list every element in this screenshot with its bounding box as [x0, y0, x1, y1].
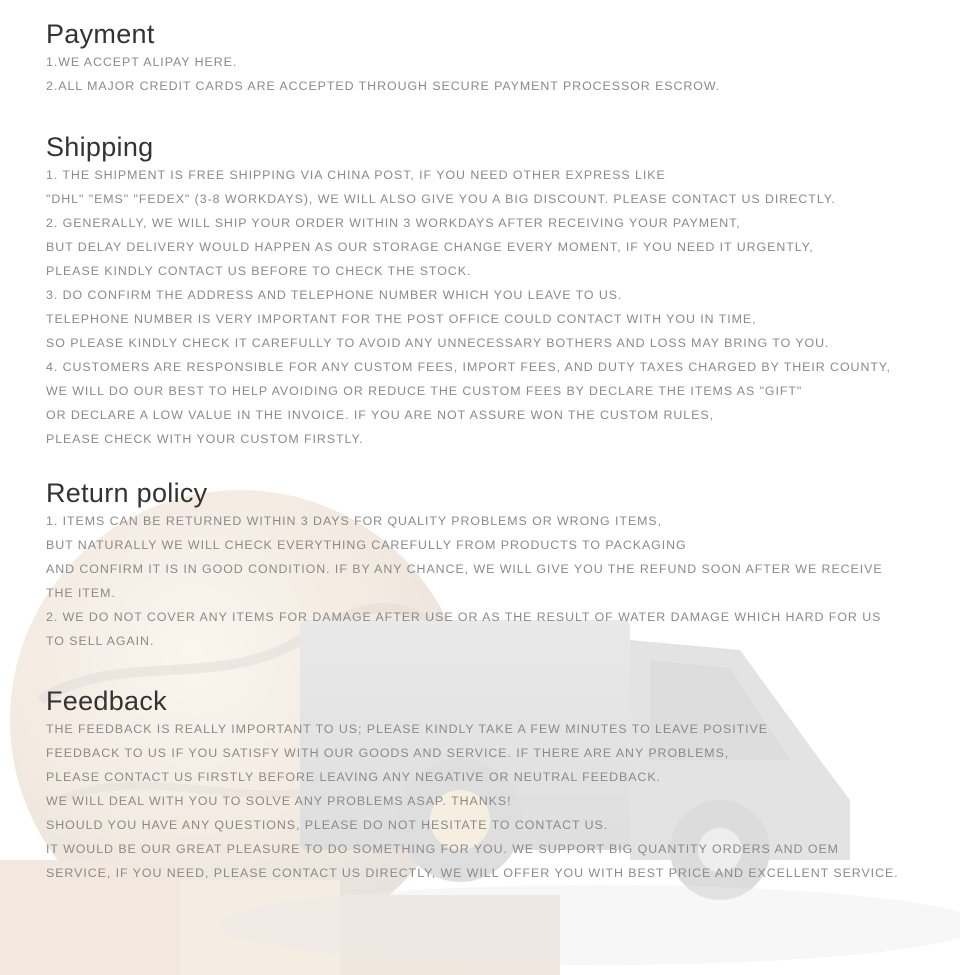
shipping-line: PLEASE CHECK WITH YOUR CUSTOM FIRSTLY. [46, 432, 364, 446]
feedback-section [46, 685, 951, 885]
feedback-line: PLEASE CONTACT US FIRSTLY BEFORE LEAVING ANY NEGATIVE OR NEUTRAL FEEDBACK. [46, 770, 661, 784]
return-policy-line: 2. WE DO NOT COVER ANY ITEMS FOR DAMAGE AFTER USE OR AS THE RESULT OF WATER DAMAGE WHICH HARD FOR US [46, 610, 882, 624]
feedback-heading: Feedback [46, 686, 167, 716]
return-policy-section [46, 477, 951, 653]
feedback-line: SERVICE, IF YOU NEED, PLEASE CONTACT US DIRECTLY, WE WILL OFFER YOU WITH BEST PRICE AND EXCELLENT SERVICE. [46, 866, 899, 880]
shipping-line: WE WILL DO OUR BEST TO HELP AVOIDING OR REDUCE THE CUSTOM FEES BY DECLARE THE ITEMS AS "GIFT" [46, 384, 803, 398]
shipping-heading: Shipping [46, 132, 154, 162]
shipping-line: OR DECLARE A LOW VALUE IN THE INVOICE. IF YOU ARE NOT ASSURE WON THE CUSTOM RULES, [46, 408, 714, 422]
shipping-line: PLEASE KINDLY CONTACT US BEFORE TO CHECK THE STOCK. [46, 264, 472, 278]
return-policy-line: THE ITEM. [46, 586, 116, 600]
feedback-line: IT WOULD BE OUR GREAT PLEASURE TO DO SOMETHING FOR YOU. WE SUPPORT BIG QUANTITY ORDERS AND OEM [46, 842, 839, 856]
feedback-line: SHOULD YOU HAVE ANY QUESTIONS, PLEASE DO NOT HESITATE TO CONTACT US. [46, 818, 609, 832]
return-policy-line: 1. ITEMS CAN BE RETURNED WITHIN 3 DAYS FOR QUALITY PROBLEMS OR WRONG ITEMS, [46, 514, 663, 528]
feedback-line: THE FEEDBACK IS REALLY IMPORTANT TO US; PLEASE KINDLY TAKE A FEW MINUTES TO LEAVE POSITIVE [46, 722, 768, 736]
shipping-line: 2. GENERALLY, WE WILL SHIP YOUR ORDER WITHIN 3 WORKDAYS AFTER RECEIVING YOUR PAYMENT, [46, 216, 741, 230]
feedback-line: WE WILL DEAL WITH YOU TO SOLVE ANY PROBLEMS ASAP. THANKS! [46, 794, 512, 808]
shipping-line: BUT DELAY DELIVERY WOULD HAPPEN AS OUR STORAGE CHANGE EVERY MOMENT, IF YOU NEED IT URGENTLY, [46, 240, 814, 254]
shipping-line: SO PLEASE KINDLY CHECK IT CAREFULLY TO AVOID ANY UNNECESSARY BOTHERS AND LOSS MAY BRING TO YOU. [46, 336, 830, 350]
payment-line: 2.ALL MAJOR CREDIT CARDS ARE ACCEPTED THROUGH SECURE PAYMENT PROCESSOR ESCROW. [46, 79, 721, 93]
feedback-line: FEEDBACK TO US IF YOU SATISFY WITH OUR GOODS AND SERVICE. IF THERE ARE ANY PROBLEMS, [46, 746, 730, 760]
return-policy-line: TO SELL AGAIN. [46, 634, 155, 648]
payment-heading: Payment [46, 19, 155, 49]
shipping-line: 3. DO CONFIRM THE ADDRESS AND TELEPHONE NUMBER WHICH YOU LEAVE TO US. [46, 288, 623, 302]
shipping-line: 4. CUSTOMERS ARE RESPONSIBLE FOR ANY CUSTOM FEES, IMPORT FEES, AND DUTY TAXES CHARGED BY THEIR COUNTY, [46, 360, 891, 374]
return-policy-line: AND CONFIRM IT IS IN GOOD CONDITION. IF BY ANY CHANCE, WE WILL GIVE YOU THE REFUND SOON AFTER WE RECEIVE [46, 562, 883, 576]
payment-section [46, 18, 951, 98]
shipping-line: 1. THE SHIPMENT IS FREE SHIPPING VIA CHINA POST, IF YOU NEED OTHER EXPRESS LIKE [46, 168, 666, 182]
shipping-section [46, 131, 951, 451]
shipping-line: TELEPHONE NUMBER IS VERY IMPORTANT FOR THE POST OFFICE COULD CONTACT WITH YOU IN TIME, [46, 312, 757, 326]
return-policy-line: BUT NATURALLY WE WILL CHECK EVERYTHING CAREFULLY FROM PRODUCTS TO PACKAGING [46, 538, 687, 552]
payment-line: 1.WE ACCEPT ALIPAY HERE. [46, 55, 238, 69]
return-policy-heading: Return policy [46, 478, 208, 508]
shipping-line: "DHL" "EMS" "FEDEX" (3-8 WORKDAYS), WE WILL ALSO GIVE YOU A BIG DISCOUNT. PLEASE CONTACT US DIRECTLY. [46, 192, 836, 206]
